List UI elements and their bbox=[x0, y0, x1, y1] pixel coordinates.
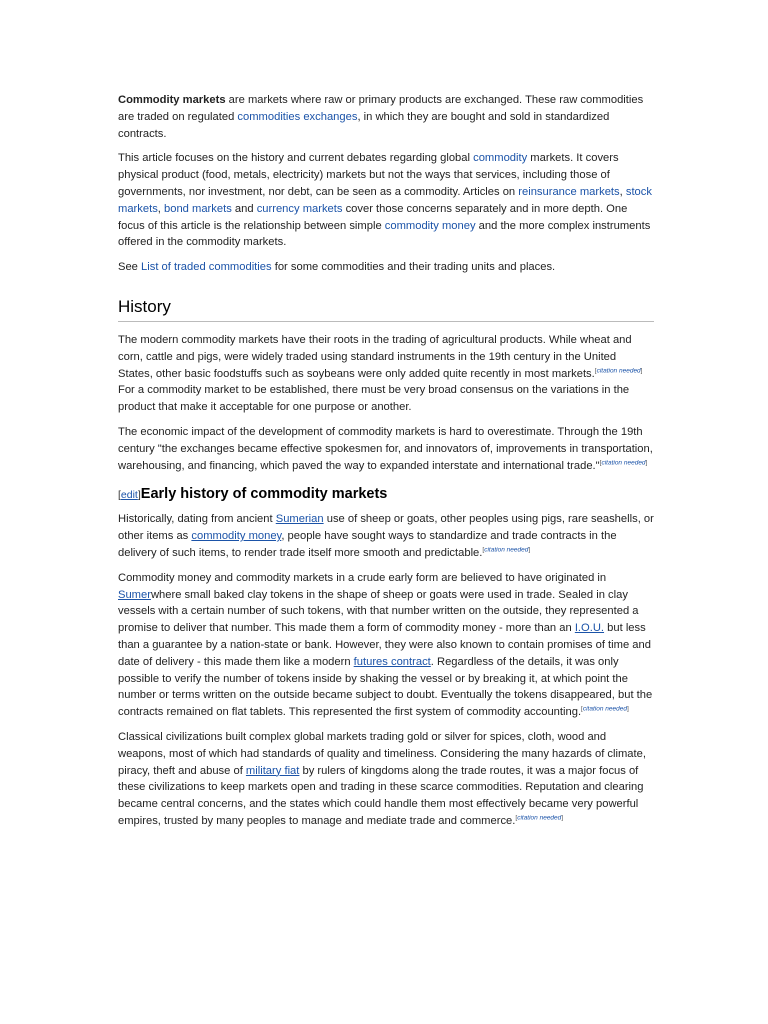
link-bond-markets[interactable]: bond markets bbox=[164, 202, 232, 215]
link-sumerian[interactable]: Sumerian bbox=[275, 513, 324, 526]
link-commodity-money[interactable]: commodity money bbox=[191, 530, 282, 543]
link-commodities-exchanges[interactable]: commodities exchanges bbox=[237, 110, 358, 123]
link-iou[interactable]: I.O.U. bbox=[574, 622, 605, 635]
citation-needed[interactable]: [citation needed] bbox=[594, 366, 643, 374]
link-military-fiat[interactable]: military fiat bbox=[245, 764, 300, 777]
edit-link[interactable]: edit bbox=[120, 489, 138, 502]
history-paragraph-1: The modern commodity markets have their roots in the trading of agricultural products. While wheat and corn, cattle and pigs, were widely traded using standard instruments in the 19th century in the United States, other basic foodstuffs such as soybeans were only added quite recently in most markets.[citation needed] For a commodity market to be established, there must be very broad consensus on the variations in the product that make it acceptable for one purpose or another. bbox=[118, 333, 643, 414]
article-body bbox=[118, 92, 654, 838]
intro-paragraph-3: See List of traded commodities for some commodities and their trading units and places. bbox=[118, 261, 556, 274]
link-sumer[interactable]: Sumer bbox=[118, 588, 151, 601]
edit-section: [edit] bbox=[118, 489, 141, 502]
lead-term: Commodity markets bbox=[118, 94, 226, 106]
early-history-heading bbox=[118, 484, 654, 505]
link-commodity-money[interactable]: commodity money bbox=[384, 219, 476, 232]
citation-needed[interactable]: [citation needed] bbox=[515, 814, 564, 822]
link-reinsurance-markets[interactable]: reinsurance markets bbox=[518, 185, 620, 198]
intro-paragraph-2: This article focuses on the history and current debates regarding global commodity markets. It covers physical product (food, metals, electricity) markets but not the ways that services, including those of governments, nor investment, nor debt, can be seen as a commodity. Articles on reinsurance markets, stock markets, bond markets and currency markets cover those concerns separately and in more depth. One focus of this article is the relationship between simple commodity money and the more complex instruments offered in the commodity markets. bbox=[118, 152, 652, 249]
citation-needed[interactable]: [citation needed] bbox=[482, 546, 531, 554]
early-paragraph-3: Classical civilizations built complex global markets trading gold or silver for spices, cloth, wood and weapons, most of which had standards of quality and timeliness. Considering the many hazards of climate, piracy, theft and abuse of military fiat by rulers of kingdoms along the trade routes, it was a major focus of these civilizations to keep markets open and trading in these scarce commodities. Reputation and clearing became central concerns, and the states which could handle them most effectively became very powerful empires, trusted by many peoples to manage and mediate trade and commerce.[citation needed] bbox=[118, 730, 646, 827]
early-history-title: Early history of commodity markets bbox=[140, 486, 388, 503]
early-paragraph-2: Commodity money and commodity markets in a crude early form are believed to have originated in Sumerwhere small baked clay tokens in the shape of sheep or goats were used in trade. Sealed in clay vessels with a certain number of such tokens, with that number written on the outside, they represented a promise to deliver that number. This made them a form of commodity money - more than an I.O.U. but less than a guarantee by a nation-state or bank. However, they were also known to contain promises of time and date of delivery - this made them like a modern futures contract. Regardless of the details, it was only possible to verify the number of tokens inside by shaking the vessel or by breaking it, at which point the number or terms written on the outside became subject to doubt. Eventually the tokens disappeared, but the contracts remained on flat tablets. This represented the first system of commodity accounting.[citation needed] bbox=[118, 571, 653, 719]
history-heading: History bbox=[118, 296, 654, 322]
citation-needed[interactable]: [citation needed] bbox=[599, 458, 648, 466]
link-futures-contract[interactable]: futures contract bbox=[353, 655, 431, 668]
link-currency-markets[interactable]: currency markets bbox=[256, 202, 343, 215]
citation-needed[interactable]: [citation needed] bbox=[581, 705, 629, 713]
link-stock-markets[interactable]: stock markets bbox=[118, 185, 652, 215]
early-paragraph-1: Historically, dating from ancient Sumerian use of sheep or goats, other peoples using pigs, rare seashells, or other items as commodity money, people have sought ways to standardize and trade contracts in the delivery of such items, to render trade itself more smooth and predictable.[citation needed] bbox=[118, 513, 654, 559]
link-list-of-traded-commodities[interactable]: List of traded commodities bbox=[141, 261, 272, 274]
intro-paragraph-1: Commodity markets are markets where raw or primary products are exchanged. These raw commodities are traded on regulated commodities exchanges, in which they are bought and sold in standardized contracts. bbox=[118, 94, 644, 140]
history-paragraph-2: The economic impact of the development of commodity markets is hard to overestimate. Through the 19th century "the exchanges became effective spokesmen for, and innovators of, improvements in transportation, warehousing, and financing, which paved the way to expanded interstate and international trade."[citation needed] bbox=[118, 425, 653, 472]
link-commodity[interactable]: commodity bbox=[473, 152, 528, 165]
